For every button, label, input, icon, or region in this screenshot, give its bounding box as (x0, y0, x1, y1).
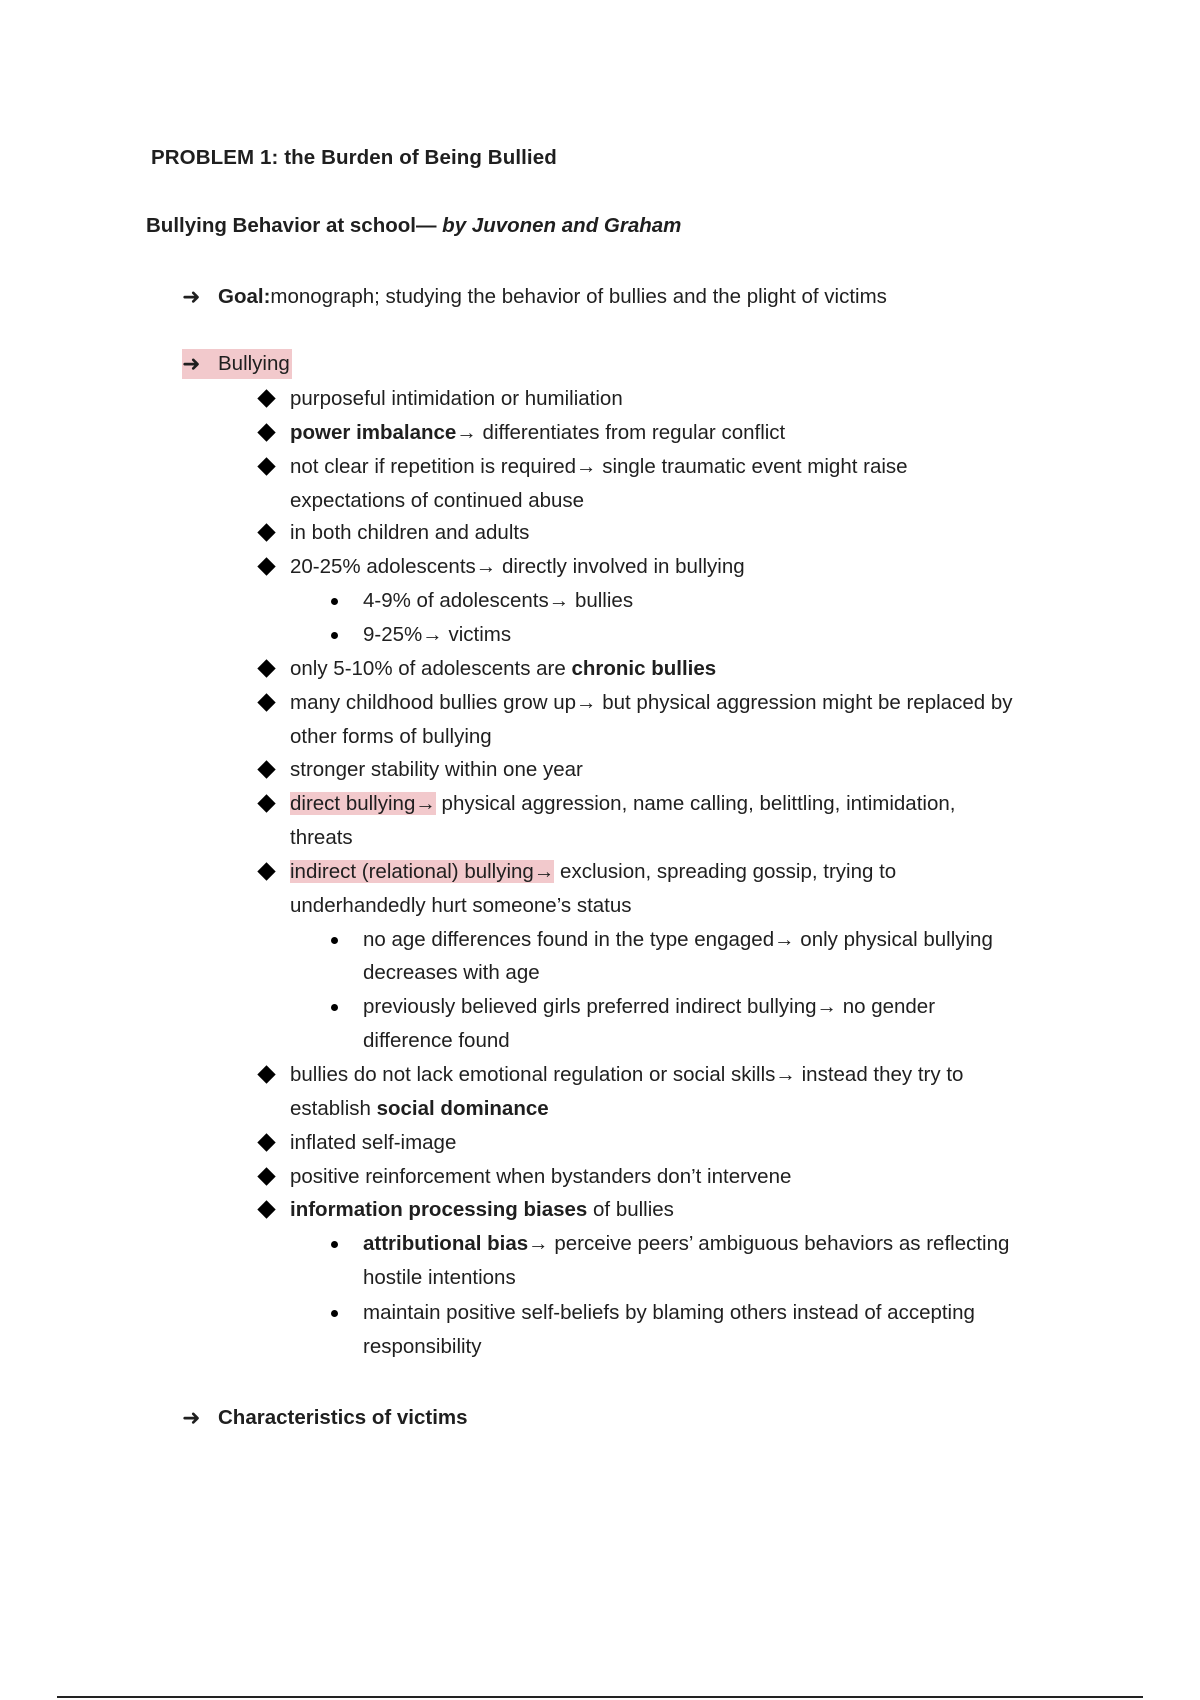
list-item-continuation (290, 1092, 549, 1126)
diamond-bullet-icon (257, 1133, 275, 1151)
bold-term: power imbalance (290, 421, 457, 444)
sub-list-item: previously believed girls preferred indirect bullying→ no gender (363, 995, 936, 1018)
item-text: exclusion, spreading gossip, trying to (554, 860, 897, 883)
item-text: of bullies (587, 1198, 674, 1221)
bullying-heading-text: Bullying (218, 352, 290, 375)
bold-term: social dominance (376, 1097, 549, 1120)
sub-list-item-continuation: responsibility (363, 1335, 482, 1358)
list-item (290, 416, 785, 450)
list-item: many childhood bullies grow up→ but physical aggression might be replaced by (290, 691, 1013, 714)
list-item (290, 855, 896, 889)
diamond-bullet-icon (257, 457, 275, 475)
sub-list-item-continuation: hostile intentions (363, 1266, 516, 1289)
sub-list-item (363, 1227, 1009, 1261)
list-item-continuation: expectations of continued abuse (290, 489, 585, 512)
list-item-continuation: underhandedly hurt someone’s status (290, 894, 632, 917)
goal-line (182, 282, 887, 312)
list-item: 20-25% adolescents→ directly involved in bullying (290, 555, 745, 578)
sub-list-item: 9-25%→ victims (363, 623, 512, 646)
list-item-continuation: other forms of bullying (290, 725, 492, 748)
list-item (290, 1193, 674, 1227)
arrow-right-icon: ➜ (182, 351, 201, 376)
subtitle-main: Bullying Behavior at school— (146, 214, 443, 237)
diamond-bullet-icon (257, 794, 275, 812)
diamond-bullet-icon (257, 389, 275, 407)
sub-list-item: 4-9% of adolescents→ bullies (363, 589, 634, 612)
diamond-bullet-icon (257, 693, 275, 711)
dot-bullet-icon (331, 632, 338, 639)
section-subtitle (146, 214, 681, 238)
victims-heading (182, 1403, 468, 1433)
bold-term: information processing biases (290, 1198, 588, 1221)
list-item-continuation: threats (290, 826, 353, 849)
diamond-bullet-icon (257, 423, 275, 441)
arrow-right-icon: ➜ (182, 1405, 201, 1430)
bullying-heading (182, 349, 292, 379)
sub-list-item: maintain positive self-beliefs by blaming others instead of accepting (363, 1301, 975, 1324)
dot-bullet-icon (331, 1310, 338, 1317)
dot-bullet-icon (331, 598, 338, 605)
dot-bullet-icon (331, 937, 338, 944)
arrow-right-icon: ➜ (182, 284, 201, 309)
list-item: not clear if repetition is required→ single traumatic event might raise (290, 455, 908, 478)
subtitle-author: by Juvonen and Graham (442, 214, 682, 237)
diamond-bullet-icon (257, 1167, 275, 1185)
bold-term: chronic bullies (571, 657, 717, 680)
dot-bullet-icon (331, 1241, 338, 1248)
list-item: in both children and adults (290, 521, 530, 544)
dot-bullet-icon (331, 1004, 338, 1011)
sub-list-item-continuation: difference found (363, 1029, 510, 1052)
item-text: → perceive peers’ ambiguous behaviors as reflecting (528, 1232, 1010, 1255)
page-title: PROBLEM 1: the Burden of Being Bullied (151, 146, 557, 169)
footer-divider (57, 1696, 1143, 1698)
bold-term: attributional bias (363, 1232, 529, 1255)
diamond-bullet-icon (257, 1065, 275, 1083)
victims-heading-text: Characteristics of victims (218, 1406, 468, 1429)
diamond-bullet-icon (257, 523, 275, 541)
list-item: positive reinforcement when bystanders don’t intervene (290, 1165, 792, 1188)
item-text: physical aggression, name calling, belittling, intimidation, (435, 792, 956, 815)
highlighted-term: indirect (relational) bullying→ (290, 860, 555, 883)
highlighted-term: direct bullying→ (290, 792, 436, 815)
list-item: bullies do not lack emotional regulation or social skills→ instead they try to (290, 1063, 964, 1086)
goal-label: Goal: (218, 285, 271, 308)
list-item: inflated self-image (290, 1131, 457, 1154)
diamond-bullet-icon (257, 862, 275, 880)
list-item (290, 652, 716, 686)
item-text: only 5-10% of adolescents are (290, 657, 572, 680)
diamond-bullet-icon (257, 557, 275, 575)
diamond-bullet-icon (257, 1200, 275, 1218)
sub-list-item-continuation: decreases with age (363, 961, 540, 984)
sub-list-item: no age differences found in the type engaged→ only physical bullying (363, 928, 993, 951)
diamond-bullet-icon (257, 760, 275, 778)
goal-text: monograph; studying the behavior of bullies and the plight of victims (270, 285, 887, 308)
list-item: stronger stability within one year (290, 758, 583, 781)
diamond-bullet-icon (257, 659, 275, 677)
item-text: → differentiates from regular conflict (456, 421, 786, 444)
item-text: establish (290, 1097, 377, 1120)
list-item: purposeful intimidation or humiliation (290, 387, 623, 410)
list-item (290, 787, 955, 821)
